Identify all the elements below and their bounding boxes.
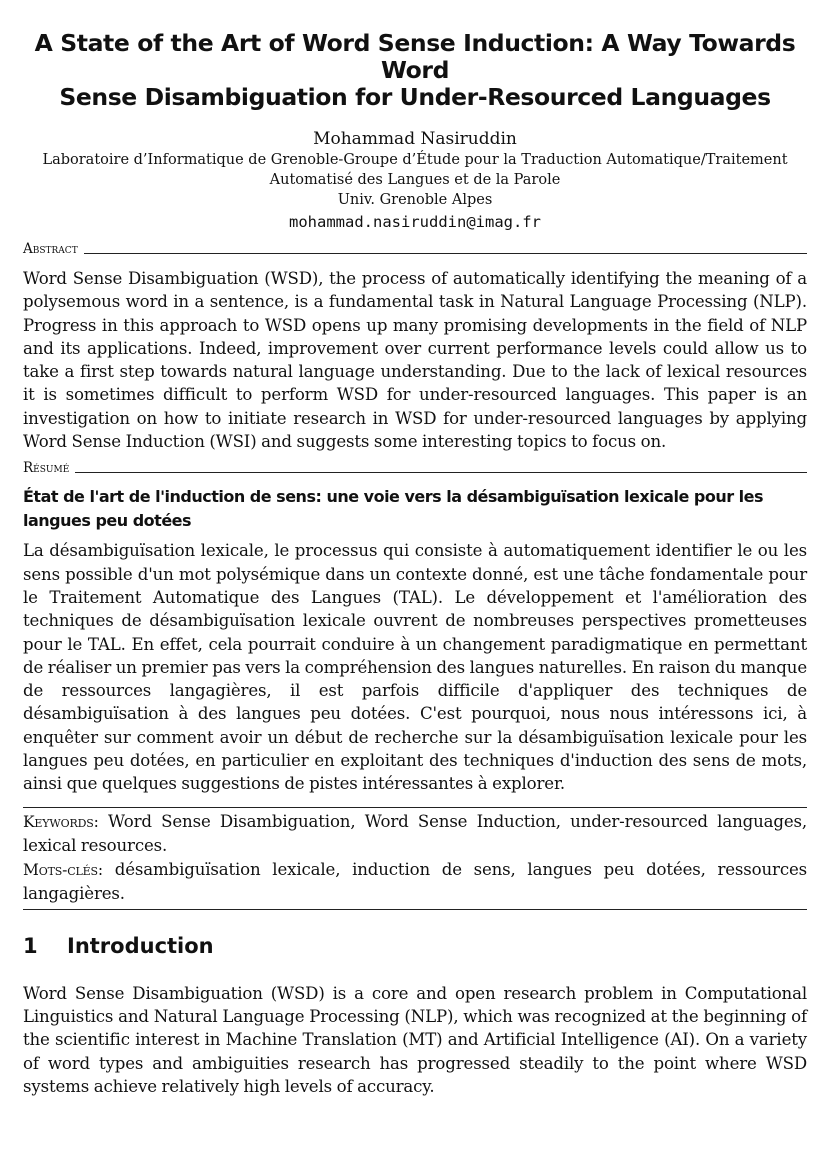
abstract-text: Word Sense Disambiguation (WSD), the process of automatically identifying the meaning of a polysemous word in a sentence, is a fundamental task in Natural Language Processing (NLP). Progress in this approach to WSD opens up many promising developments in the field of NLP and its applications. Indeed, improvement over current performance levels could allow us to take a first step towards natural language understanding. Due to the lack of lexical resources it is sometimes difficult to perform WSD for under-resourced languages. This paper is an investigation on how to initiate research in WSD for under-resourced languages by applying Word Sense Induction (WSI) and suggests some interesting topics to focus on. [23,269,807,452]
resume-heading [23,459,807,477]
author-name: Mohammad Nasiruddin [313,129,517,149]
keywords-fr-text: désambiguïsation lexicale, induction de sens, langues peu dotées, ressources langagières. [23,859,807,903]
section-heading-introduction [23,932,807,960]
keywords-text: Word Sense Disambiguation, Word Sense Induction, under-resourced languages, lexical resources. [23,811,807,855]
keywords-label: Keywords: [23,812,99,831]
resume-title: État de l'art de l'induction de sens: une voie vers la désambiguïsation lexicale pour les langues peu dotées [23,487,764,531]
resume-rule [75,472,807,473]
title-line-1: A State of the Art of Word Sense Induction: A Way Towards Word [34,29,796,84]
abstract-rule [84,253,807,254]
author-email: mohammad.nasiruddin@imag.fr [289,213,541,231]
section-title: Introduction [67,933,214,958]
affiliation-line-2: Automatisé des Langues et de la Parole [269,172,561,188]
affiliation-line-1: Laboratoire d’Informatique de Grenoble-Groupe d’Étude pour la Traduction Automatique/Traitement [42,152,788,168]
abstract-heading-label: Abstract [23,241,78,257]
section-number: 1 [23,933,38,958]
keywords-block [23,807,807,910]
introduction-text: Word Sense Disambiguation (WSD) is a core and open research problem in Computational Linguistics and Natural Language Processing (NLP), which was recognized at the beginning of the scientific interest in Machine Translation (MT) and Artificial Intelligence (AI). On a variety of word types and ambiguities research has progressed steadily to the point where WSD systems achieve relatively high levels of accuracy. [23,983,807,1096]
paper-title [23,30,807,111]
keywords-en [23,810,807,858]
keywords-fr-label: Mots-clés: [23,860,104,879]
paper-page [23,30,807,1098]
resume-text: La désambiguïsation lexicale, le processus qui consiste à automatiquement identifier le ou les sens possible d'un mot polysémique dans un contexte donné, est une tâche fondamentale pour le Traitement Automatique des Langues (TAL). Le développement et l'amélioration des techniques de désambiguïsation lexicale ouvrent de nombreuses perspectives prometteuses pour le TAL. En effet, cela pourrait conduire à un changement paradigmatique en permettant de réaliser un premier pas vers la compréhension des langues naturelles. En raison du manque de ressources langagières, il est parfois difficile d'appliquer des techniques de désambiguïsation à des langues peu dotées. C'est pourquoi, nous nous intéressons ici, à enquêter sur comment avoir un début de recherche sur la désambiguïsation lexicale pour les langues peu dotées, en particulier en exploitant des techniques d'induction des sens de mots, ainsi que quelques suggestions de pistes intéressantes à explorer. [23,541,807,794]
resume-heading-label: Résumé [23,460,70,477]
keywords-fr [23,858,807,906]
abstract-heading [23,240,807,258]
title-line-2: Sense Disambiguation for Under-Resourced Languages [59,83,771,111]
affiliation-line-3: Univ. Grenoble Alpes [337,192,493,208]
